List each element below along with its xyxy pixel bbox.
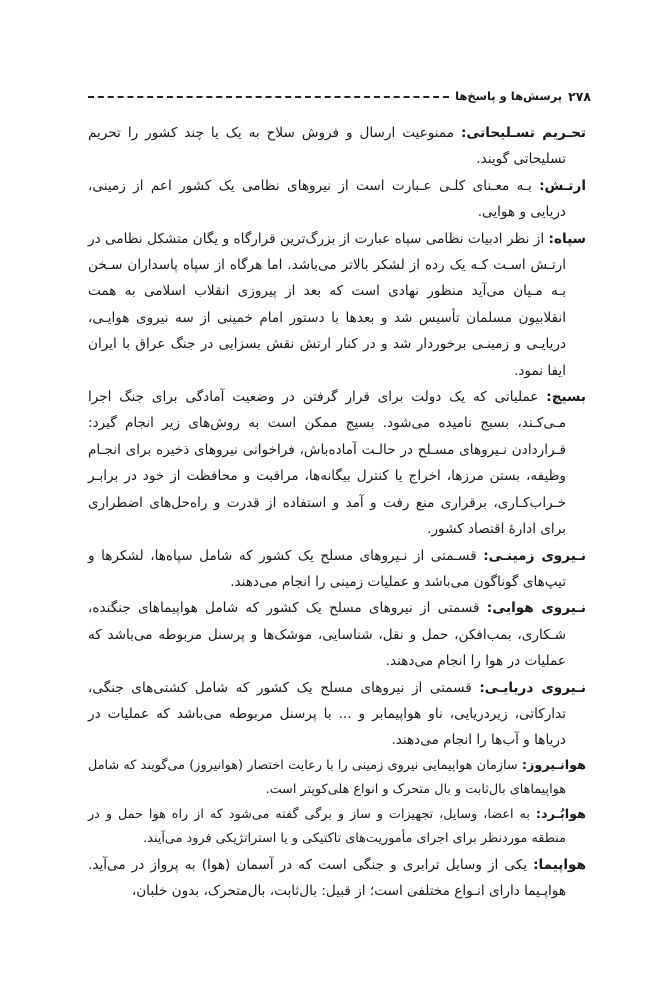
header-dashed-rule bbox=[88, 96, 449, 98]
entry-term: هواپیما: bbox=[533, 856, 586, 873]
entry-definition: بـه معـنای کلـی عـبارت است از نیروهای نظامی یک کشور اعم از زمینی، دریایی و هوایی. bbox=[88, 177, 566, 221]
glossary-body bbox=[88, 120, 586, 905]
glossary-entry-ground-force bbox=[88, 543, 586, 596]
glossary-entry-arms-embargo bbox=[88, 120, 586, 173]
entry-definition: به اعضا، وسایل، تجهیزات و ساز و برگی گفته می‌شود که از راه هوا حمل و در منطقه موردنظر برای اجرای مأموریت‌های تاکتیکی و یا استراتژیکی فرود می‌آیند. bbox=[88, 806, 566, 847]
page-number: ۲۷۸ bbox=[568, 88, 591, 104]
glossary-entry-aircraft bbox=[88, 852, 586, 905]
entry-definition: قسـمتی از نـیروهای مسلح یک کشور که شامل سپاه‌ها، لشکرها و تیپ‌های گوناگون می‌باشد و عملیات زمینی را انجام می‌دهند. bbox=[88, 547, 566, 590]
entry-term: نـیروی هوایی: bbox=[486, 600, 586, 617]
entry-term: سپاه: bbox=[548, 230, 586, 247]
entry-definition: عملیاتی که یک دولت برای قرار گرفتن در وضعیت آمادگی برای جنگ اجرا مـی‌کـند، بسیج نامیده می‌شود. بسیج ممکن است به روش‌های زیر انجام گیرد: قـراردادن نـیروهای مسـلح در حالـت آماده‌باش، فراخوانی نیروهای ذخیره برای انجـام وظیفه، بستن مرزها، اخراج یا کنترل بیگانه‌ها، مراقبت و محافظت از خود در برابـر خـراب‌کـاری، برقراری منع رفت و آمد و استفاده از قدرت و راه‌حل‌های اضطراری برای ادارهٔ اقتصاد کشور. bbox=[88, 389, 566, 538]
entry-term: تحـریم تسـلیحاتی: bbox=[460, 125, 586, 141]
entry-term: نـیروی زمینـی: bbox=[483, 547, 586, 564]
glossary-entry-mobilization bbox=[88, 384, 586, 542]
glossary-entry-army bbox=[88, 173, 586, 226]
glossary-entry-navy bbox=[88, 675, 586, 754]
entry-definition: قسمتی از نیروهای مسلح یک کشور که شامل هواپیماهای جنگنده، شـکاری، بمب‌افکن، حمل و نقل، شناسایی، موشک‌ها و پرسنل مربوطه می‌باشد که عملیات در هوا را انجام می‌دهند. bbox=[88, 600, 566, 670]
entry-definition: از نظر ادبیات نظامی سپاه عبارت از بزرگ‌ترین قرارگاه و یگان متشکل نظامی در ارتـش اسـت کـه یک رده از لشکر بالاتر می‌باشد. اما هرگاه از سپاه پاسداران سـخن بـه مـیان می‌آید منظور نهادی است که بعد از پیروزی انقلاب اسلامی به همت انقلابیون مسلمان تأسیس شد و بعدها با دستور امام خمینی از سه نیروی هوایـی، دریایـی و زمینـی برخوردار شد و در کنار ارتش نقش بسزایی در جنگ عراق با ایران ایفا نمود. bbox=[88, 230, 566, 379]
entry-definition: قسمتی از نیروهای مسلح یک کشور که شامل کشتی‌های جنگی، تدارکاتی، زیردریایی، ناو هواپیمابر و ... با پرسنل مربوطه می‌باشد که عملیات در دریاها و آب‌ها را انجام می‌دهند. bbox=[88, 679, 566, 749]
glossary-entry-corps bbox=[88, 226, 586, 384]
running-title: پرسش‌ها و پاسخ‌ها bbox=[455, 89, 563, 103]
glossary-entry-airborne bbox=[88, 803, 586, 852]
entry-definition: سازمان هواپیمایی نیروی زمینی را با رعایت اختصار (هوانیروز) می‌گویند که شامل هواپیماهای بال‌ثابت و بال متحرک و انواع هلی‌کوپتر است. bbox=[88, 757, 566, 798]
glossary-entry-air-force bbox=[88, 595, 586, 674]
entry-definition: یکی از وسایل ترابری و جنگی است که در آسمان (هوا) به پرواز در می‌آید. هواپـیما دارای انـواع مختلفی است؛ از قبیل: بال‌ثابت، بال‌متحرک، بدون خلبان، bbox=[88, 856, 566, 900]
glossary-entry-army-aviation bbox=[88, 754, 586, 803]
entry-definition: ممنوعیت ارسال و فروش سلاح به یک یا چند کشور را تحریم تسلیحاتی گویند. bbox=[88, 125, 566, 168]
entry-term: ارتـش: bbox=[539, 177, 586, 194]
entry-term: هوابُـرد: bbox=[535, 806, 586, 822]
running-header bbox=[88, 85, 591, 107]
entry-term: نـیروی دریایـی: bbox=[479, 679, 586, 696]
entry-term: هوانـیروز: bbox=[521, 757, 586, 773]
entry-term: بسیج: bbox=[546, 389, 586, 406]
